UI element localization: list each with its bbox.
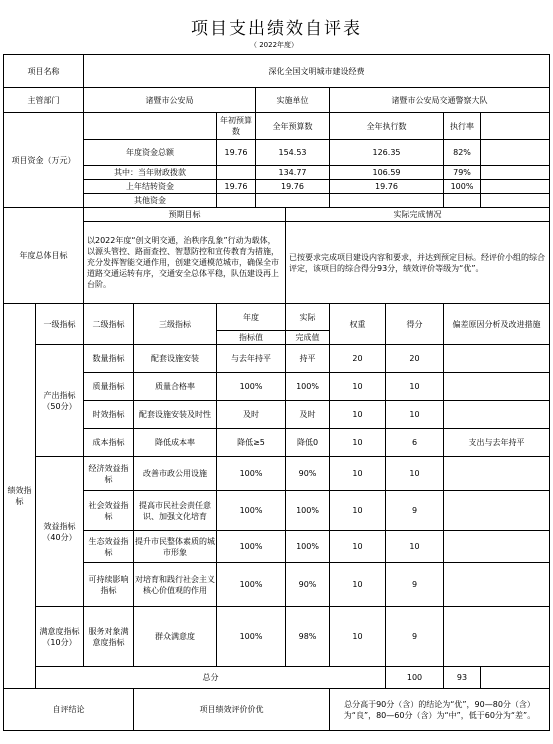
group-name: 效益指标（40分） — [36, 457, 84, 607]
funds-row-name: 其他资金 — [84, 194, 217, 208]
indicator-actual: 100% — [286, 531, 330, 563]
indicator-score: 20 — [386, 345, 444, 373]
indicator-score: 6 — [386, 429, 444, 457]
funds-row-exec — [330, 194, 444, 208]
goals-expected-text: 以2022年度“创文明交通，治秩序乱象”行动为载体，以源头管控、路面查控、智慧防控和宣传教育为措施，充分发挥智能交通作用，创建交通模范城市，确保全市道路交通运转有序，交通安全总体平稳，队伍建设再上台阶。 — [84, 222, 286, 304]
indicator-weight: 20 — [330, 345, 386, 373]
indicator-remark — [444, 401, 550, 429]
indicator-score: 10 — [386, 457, 444, 491]
indicator-level3: 降低成本率 — [134, 429, 217, 457]
indicator-level3: 改善市政公用设施 — [134, 457, 217, 491]
funds-header-budget: 全年预算数 — [256, 113, 330, 140]
header-level2: 二级指标 — [84, 304, 134, 345]
indicator-target: 100% — [217, 457, 286, 491]
indicator-remark: 支出与去年持平 — [444, 429, 550, 457]
evaluation-table — [3, 54, 550, 731]
header-level3: 三级指标 — [134, 304, 217, 345]
indicator-score: 10 — [386, 531, 444, 563]
group-name: 满意度指标（10分） — [36, 607, 84, 667]
funds-row-name: 其中：当年财政拨款 — [84, 166, 217, 180]
funds-label: 项目资金（万元） — [4, 113, 84, 208]
funds-row-initial — [217, 166, 256, 180]
conclusion-rule: 总分高于90分（含）的结论为“优”，90—80分（含）为“良”，80—60分（含）为“中”，低于60分为“差”。 — [330, 689, 550, 731]
indicators-label: 绩效指标 — [4, 304, 36, 689]
funds-header-blank — [84, 113, 217, 140]
funds-row-exec: 126.35 — [330, 140, 444, 166]
funds-row-rate: 82% — [444, 140, 481, 166]
indicator-target: 降低≥5 — [217, 429, 286, 457]
header-year: 年度 — [217, 304, 286, 331]
conclusion-mid: 项目绩效评价价优 — [134, 689, 330, 731]
goals-actual-text: 已按要求完成项目建设内容和要求，并达到预定目标。经评价小组的综合评定，该项目的综合得分93分，绩效评价等级为“优”。 — [286, 222, 550, 304]
funds-row-budget: 134.77 — [256, 166, 330, 180]
indicator-actual: 90% — [286, 457, 330, 491]
indicator-actual: 持平 — [286, 345, 330, 373]
indicator-actual: 100% — [286, 373, 330, 401]
impl-value: 诸暨市公安局交通警察大队 — [330, 88, 550, 113]
funds-row-rate — [444, 194, 481, 208]
total-weight: 100 — [386, 667, 444, 689]
indicator-weight: 10 — [330, 607, 386, 667]
indicator-level2: 成本指标 — [84, 429, 134, 457]
total-remark — [481, 667, 550, 689]
indicator-weight: 10 — [330, 401, 386, 429]
indicator-level3: 提高市民社会责任意识、加强文化培育 — [134, 491, 217, 531]
funds-row-budget: 19.76 — [256, 180, 330, 194]
indicator-actual: 100% — [286, 491, 330, 531]
indicator-level2: 可持续影响指标 — [84, 563, 134, 607]
funds-row-initial — [217, 194, 256, 208]
indicator-level2: 质量指标 — [84, 373, 134, 401]
dept-value: 诸暨市公安局 — [84, 88, 256, 113]
funds-row-extra — [481, 140, 550, 166]
funds-row-extra — [481, 180, 550, 194]
goals-actual-header: 实际完成情况 — [286, 208, 550, 222]
indicator-level2: 社会效益指标 — [84, 491, 134, 531]
indicator-target: 与去年持平 — [217, 345, 286, 373]
indicator-remark — [444, 491, 550, 531]
indicator-level3: 群众满意度 — [134, 607, 217, 667]
indicator-target: 100% — [217, 607, 286, 667]
project-name-label: 项目名称 — [4, 55, 84, 88]
goals-expected-header: 预期目标 — [84, 208, 286, 222]
indicator-level3: 提升市民整体素质的城市形象 — [134, 531, 217, 563]
group-name: 产出指标（50分） — [36, 345, 84, 457]
indicator-level3: 对培育和践行社会主义核心价值观的作用 — [134, 563, 217, 607]
indicator-remark — [444, 457, 550, 491]
indicator-remark — [444, 345, 550, 373]
header-weight: 权重 — [330, 304, 386, 345]
indicator-score: 9 — [386, 491, 444, 531]
indicator-actual: 及时 — [286, 401, 330, 429]
indicator-level3: 配套设施安装 — [134, 345, 217, 373]
indicator-target: 100% — [217, 373, 286, 401]
funds-header-exec: 全年执行数 — [330, 113, 444, 140]
dept-label: 主管部门 — [4, 88, 84, 113]
page-title: 项目支出绩效自评表 — [191, 19, 362, 39]
indicator-target: 100% — [217, 491, 286, 531]
indicator-weight: 10 — [330, 429, 386, 457]
indicator-target: 100% — [217, 563, 286, 607]
header-score: 得分 — [386, 304, 444, 345]
indicator-score: 10 — [386, 401, 444, 429]
funds-row-initial: 19.76 — [217, 140, 256, 166]
funds-row-rate: 100% — [444, 180, 481, 194]
project-name-value: 深化全国文明城市建设经费 — [84, 55, 550, 88]
funds-header-rate: 执行率 — [444, 113, 481, 140]
indicator-weight: 10 — [330, 531, 386, 563]
funds-row-initial: 19.76 — [217, 180, 256, 194]
indicator-level2: 数量指标 — [84, 345, 134, 373]
funds-row-rate: 79% — [444, 166, 481, 180]
header-remark: 偏差原因分析及改进措施 — [444, 304, 550, 345]
indicator-target: 100% — [217, 531, 286, 563]
indicator-level2: 服务对象满意度指标 — [84, 607, 134, 667]
indicator-remark — [444, 531, 550, 563]
funds-row-budget — [256, 194, 330, 208]
indicator-weight: 10 — [330, 457, 386, 491]
indicator-weight: 10 — [330, 491, 386, 531]
header-actual: 实际 — [286, 304, 330, 331]
funds-row-name: 上年结转资金 — [84, 180, 217, 194]
indicator-level3: 配套设施安装及时性 — [134, 401, 217, 429]
indicator-remark — [444, 607, 550, 667]
indicator-level2: 时效指标 — [84, 401, 134, 429]
indicator-weight: 10 — [330, 373, 386, 401]
indicator-score: 9 — [386, 563, 444, 607]
total-label: 总分 — [36, 667, 386, 689]
indicator-remark — [444, 373, 550, 401]
indicator-level3: 质量合格率 — [134, 373, 217, 401]
indicator-level2: 生态效益指标 — [84, 531, 134, 563]
indicator-level2: 经济效益指标 — [84, 457, 134, 491]
header-level1: 一级指标 — [36, 304, 84, 345]
year-subtitle: （ 2022年度） — [250, 41, 299, 49]
indicator-weight: 10 — [330, 563, 386, 607]
impl-label: 实施单位 — [256, 88, 330, 113]
conclusion-label: 自评结论 — [4, 689, 134, 731]
indicator-score: 9 — [386, 607, 444, 667]
goals-label: 年度总体目标 — [4, 208, 84, 304]
funds-row-exec: 19.76 — [330, 180, 444, 194]
funds-row-name: 年度资金总额 — [84, 140, 217, 166]
indicator-score: 10 — [386, 373, 444, 401]
indicator-remark — [444, 563, 550, 607]
funds-row-extra — [481, 166, 550, 180]
funds-header-extra — [481, 113, 550, 140]
indicator-actual: 98% — [286, 607, 330, 667]
indicator-actual: 90% — [286, 563, 330, 607]
indicator-actual: 降低0 — [286, 429, 330, 457]
funds-header-initial: 年初预算数 — [217, 113, 256, 140]
funds-row-exec: 106.59 — [330, 166, 444, 180]
total-score: 93 — [444, 667, 481, 689]
header-year-sub: 指标值 — [217, 331, 286, 345]
indicator-target: 及时 — [217, 401, 286, 429]
funds-row-budget: 154.53 — [256, 140, 330, 166]
header-actual-sub: 完成值 — [286, 331, 330, 345]
funds-row-extra — [481, 194, 550, 208]
